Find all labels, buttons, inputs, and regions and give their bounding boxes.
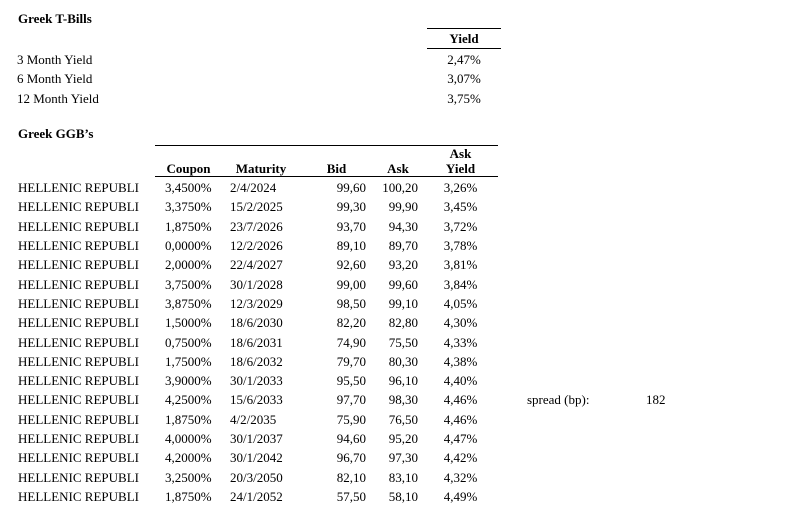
cell-ask: 75,50 [388, 334, 418, 350]
tbill-label: 12 Month Yield [17, 90, 99, 106]
cell-bid: 95,50 [336, 373, 366, 389]
table-row [0, 352, 501, 371]
cell-ask: 99,60 [388, 276, 418, 292]
table-row [0, 410, 501, 429]
cell-ask: 98,30 [388, 392, 418, 408]
cell-bid: 79,70 [336, 353, 366, 369]
cell-ask-yield: 4,47% [443, 431, 478, 447]
ggb-section-title: Greek GGB’s [18, 126, 94, 141]
cell-bid: 92,60 [336, 257, 366, 273]
cell-ask: 97,30 [388, 450, 418, 466]
cell-maturity: 12/3/2029 [230, 295, 283, 311]
table-row [0, 255, 501, 274]
cell-issuer: HELLENIC REPUBLI [18, 353, 139, 369]
cell-bid: 96,70 [336, 450, 366, 466]
cell-bid: 97,70 [336, 392, 366, 408]
cell-ask-yield: 4,32% [443, 469, 478, 485]
cell-maturity: 30/1/2042 [230, 450, 283, 466]
cell-ask: 94,30 [388, 218, 418, 234]
cell-ask: 100,20 [382, 180, 418, 195]
cell-ask: 80,30 [388, 353, 418, 369]
cell-maturity: 22/4/2027 [230, 257, 283, 273]
cell-ask-yield: 4,46% [443, 392, 478, 408]
cell-ask: 95,20 [388, 431, 418, 447]
cell-issuer: HELLENIC REPUBLI [18, 411, 139, 427]
cell-ask-yield: 3,81% [443, 257, 478, 273]
cell-bid: 99,30 [336, 199, 366, 215]
header-spacer [155, 146, 423, 161]
cell-coupon: 3,3750% [165, 199, 212, 215]
cell-ask-yield: 4,46% [443, 411, 478, 427]
table-row [0, 429, 501, 448]
cell-issuer: HELLENIC REPUBLI [18, 489, 139, 504]
cell-issuer: HELLENIC REPUBLI [18, 315, 139, 331]
cell-issuer: HELLENIC REPUBLI [18, 469, 139, 485]
cell-coupon: 1,8750% [165, 411, 212, 427]
cell-issuer: HELLENIC REPUBLI [18, 431, 139, 447]
cell-maturity: 12/2/2026 [230, 237, 283, 253]
cell-ask-yield: 4,49% [443, 489, 478, 504]
cell-ask-yield: 3,26% [443, 180, 478, 195]
cell-maturity: 30/1/2033 [230, 373, 283, 389]
cell-bid: 82,20 [336, 315, 366, 331]
tbill-row [0, 50, 501, 69]
table-row [0, 371, 501, 390]
tbills-section-title: Greek T-Bills [18, 11, 92, 26]
cell-maturity: 24/1/2052 [230, 489, 283, 504]
table-row [0, 217, 501, 236]
cell-ask-yield: 3,45% [443, 199, 478, 215]
table-row [0, 390, 501, 409]
cell-ask-yield: 4,38% [443, 353, 478, 369]
column-header-ask: Ask [387, 161, 409, 176]
cell-maturity: 15/6/2033 [230, 392, 283, 408]
table-row [0, 236, 501, 255]
ggb-header-line2 [155, 161, 498, 176]
cell-ask-yield: 4,40% [443, 373, 478, 389]
cell-coupon: 1,8750% [165, 218, 212, 234]
cell-ask: 83,10 [388, 469, 418, 485]
cell-bid: 82,10 [336, 469, 366, 485]
ggb-table-header [155, 145, 498, 177]
cell-bid: 98,50 [336, 295, 366, 311]
tbill-row [0, 69, 501, 88]
cell-maturity: 18/6/2032 [230, 353, 283, 369]
cell-ask: 99,90 [388, 199, 418, 215]
cell-ask-yield: 3,84% [443, 276, 478, 292]
cell-ask: 76,50 [388, 411, 418, 427]
table-row [0, 468, 501, 487]
cell-coupon: 0,7500% [165, 334, 212, 350]
tbill-yield-value: 2,47% [447, 52, 481, 67]
cell-coupon: 2,0000% [165, 257, 212, 273]
cell-ask: 58,10 [388, 489, 418, 504]
ggb-header-line1 [155, 146, 498, 161]
cell-maturity: 23/7/2026 [230, 218, 283, 234]
table-row [0, 333, 501, 352]
cell-issuer: HELLENIC REPUBLI [18, 373, 139, 389]
cell-ask-yield: 4,33% [443, 334, 478, 350]
cell-bid: 99,00 [336, 276, 366, 292]
cell-maturity: 2/4/2024 [230, 180, 277, 195]
cell-coupon: 1,5000% [165, 315, 212, 331]
cell-bid: 74,90 [336, 334, 366, 350]
table-row [0, 178, 501, 197]
cell-bid: 99,60 [336, 180, 366, 195]
tbill-yield-value: 3,07% [447, 71, 481, 87]
cell-maturity: 18/6/2030 [230, 315, 283, 331]
table-row [0, 313, 501, 332]
cell-coupon: 1,7500% [165, 353, 212, 369]
tbill-row [0, 89, 501, 108]
cell-coupon: 4,0000% [165, 431, 212, 447]
column-header-ask-yield-line1: Ask [449, 146, 472, 161]
cell-coupon: 3,2500% [165, 469, 212, 485]
tbill-label: 3 Month Yield [17, 52, 93, 67]
cell-maturity: 4/2/2035 [230, 411, 277, 427]
cell-coupon: 3,9000% [165, 373, 212, 389]
cell-ask: 96,10 [388, 373, 418, 389]
cell-ask-yield: 4,42% [443, 450, 478, 466]
cell-ask: 82,80 [388, 315, 418, 331]
spread-value: 182 [646, 392, 666, 407]
cell-bid: 93,70 [336, 218, 366, 234]
column-header-coupon: Coupon [166, 161, 211, 176]
cell-issuer: HELLENIC REPUBLI [18, 276, 139, 292]
cell-issuer: HELLENIC REPUBLI [18, 450, 139, 466]
cell-maturity: 20/3/2050 [230, 469, 283, 485]
cell-ask-yield: 3,78% [443, 237, 478, 253]
cell-ask-yield: 4,30% [443, 315, 478, 331]
cell-issuer: HELLENIC REPUBLI [18, 334, 139, 350]
cell-coupon: 3,4500% [165, 180, 212, 195]
tbill-yield-value: 3,75% [447, 90, 481, 106]
spread-label: spread (bp): [527, 392, 590, 407]
cell-bid: 89,10 [336, 237, 366, 253]
cell-bid: 57,50 [336, 489, 366, 504]
cell-issuer: HELLENIC REPUBLI [18, 180, 139, 195]
column-header-maturity: Maturity [235, 161, 287, 176]
cell-issuer: HELLENIC REPUBLI [18, 218, 139, 234]
cell-maturity: 15/2/2025 [230, 199, 283, 215]
cell-maturity: 30/1/2037 [230, 431, 283, 447]
cell-ask-yield: 3,72% [443, 218, 478, 234]
cell-coupon: 3,8750% [165, 295, 212, 311]
table-row [0, 294, 501, 313]
ggb-table-body [0, 178, 501, 506]
cell-ask: 93,20 [388, 257, 418, 273]
cell-issuer: HELLENIC REPUBLI [18, 199, 139, 215]
tbill-label: 6 Month Yield [17, 71, 93, 87]
cell-issuer: HELLENIC REPUBLI [18, 392, 139, 408]
cell-maturity: 30/1/2028 [230, 276, 283, 292]
cell-ask-yield: 4,05% [443, 295, 478, 311]
cell-coupon: 1,8750% [165, 489, 212, 504]
table-row [0, 275, 501, 294]
column-header-bid: Bid [326, 161, 347, 176]
tbills-yield-column-header: Yield [427, 28, 501, 49]
column-header-ask-yield-line2: Yield [445, 161, 476, 176]
cell-bid: 75,90 [336, 411, 366, 427]
cell-coupon: 4,2000% [165, 450, 212, 466]
cell-coupon: 0,0000% [165, 237, 212, 253]
cell-issuer: HELLENIC REPUBLI [18, 257, 139, 273]
cell-coupon: 4,2500% [165, 392, 212, 408]
cell-coupon: 3,7500% [165, 276, 212, 292]
cell-ask: 99,10 [388, 295, 418, 311]
cell-bid: 94,60 [336, 431, 366, 447]
table-row [0, 197, 501, 216]
table-row [0, 448, 501, 467]
table-row [0, 487, 501, 506]
cell-ask: 89,70 [388, 237, 418, 253]
cell-maturity: 18/6/2031 [230, 334, 283, 350]
cell-issuer: HELLENIC REPUBLI [18, 295, 139, 311]
tbills-table [0, 50, 501, 108]
cell-issuer: HELLENIC REPUBLI [18, 237, 139, 253]
